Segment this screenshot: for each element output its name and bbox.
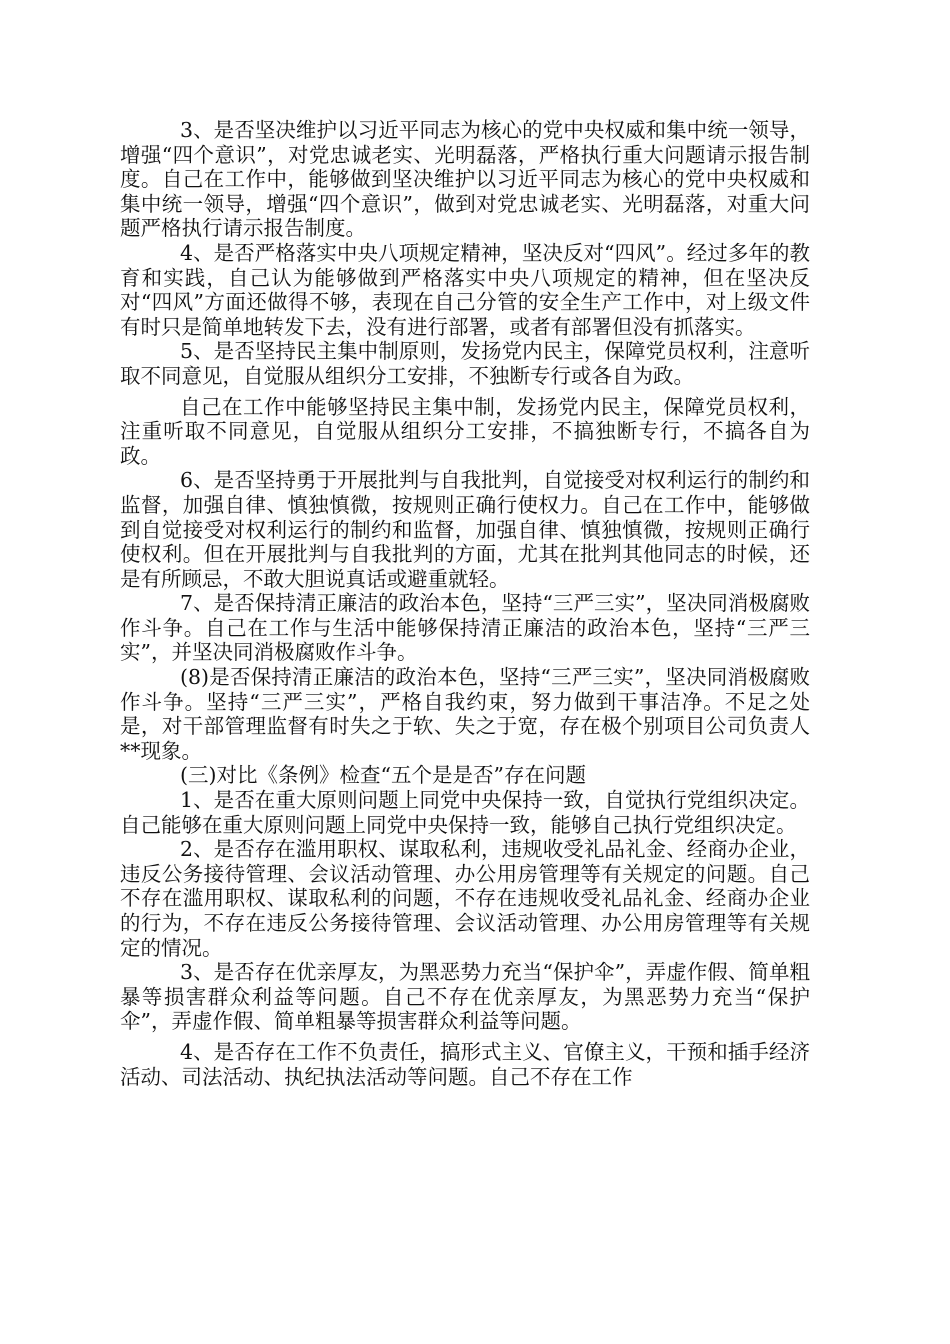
paragraph-section3-item-4: 4、是否存在工作不负责任，搞形式主义、官僚主义，干预和插手经济活动、司法活动、执纪执法活动等问题。自己不存在工作: [120, 1039, 810, 1089]
paragraph-item-3: 3、是否坚决维护以习近平同志为核心的党中央权威和集中统一领导，增强“四个意识”，对党忠诚老实、光明磊落，严格执行重大问题请示报告制度。自己在工作中，能够做到坚决维护以习近平同志为核心的党中央权威和集中统一领导，增强“四个意识”，做到对党忠诚老实、光明磊落，对重大问题严格执行请示报告制度。: [120, 118, 810, 241]
paragraph-item-8: (8)是否保持清正廉洁的政治本色，坚持“三严三实”，坚决同消极腐败作斗争。坚持“三严三实”，严格自我约束，努力做到干事洁净。不足之处是，对干部管理监督有时失之于软、失之于宽，存在极个别项目公司负责人**现象。: [120, 665, 810, 763]
paragraph-self-assessment-5: 自己在工作中能够坚持民主集中制，发扬党内民主，保障党员权利，注重听取不同意见，自觉服从组织分工安排，不搞独断专行，不搞各自为政。: [120, 394, 810, 468]
paragraph-section3-item-1: 1、是否在重大原则问题上同党中央保持一致，自觉执行党组织决定。自己能够在重大原则问题上同党中央保持一致，能够自己执行党组织决定。: [120, 788, 810, 837]
paragraph-section3-item-2: 2、是否存在滥用职权、谋取私利，违规收受礼品礼金、经商办企业，违反公务接待管理、会议活动管理、办公用房管理等有关规定的问题。自己不存在滥用职权、谋取私利的问题，不存在违规收受礼品礼金、经商办企业的行为，不存在违反公务接待管理、会议活动管理、办公用房管理等有关规定的情况。: [120, 837, 810, 960]
document-page: [120, 118, 810, 1089]
section-heading-three: (三)对比《条例》检查“五个是是否”存在问题: [180, 763, 586, 788]
paragraph-item-7: 7、是否保持清正廉洁的政治本色，坚持“三严三实”，坚决同消极腐败作斗争。自己在工作与生活中能够保持清正廉洁的政治本色，坚持“三严三实”，并坚决同消极腐败作斗争。: [120, 591, 810, 665]
paragraph-section3-item-3: 3、是否存在优亲厚友，为黑恶势力充当“保护伞”，弄虚作假、简单粗暴等损害群众利益等问题。自己不存在优亲厚友，为黑恶势力充当“保护伞”，弄虚作假、简单粗暴等损害群众利益等问题。: [120, 960, 810, 1034]
paragraph-item-5: 5、是否坚持民主集中制原则，发扬党内民主，保障党员权利，注意听取不同意见，自觉服从组织分工安排，不独断专行或各自为政。: [120, 339, 810, 388]
paragraph-item-4: 4、是否严格落实中央八项规定精神，坚决反对“四风”。经过多年的教育和实践，自己认为能够做到严格落实中央八项规定的精神，但在坚决反对“四风”方面还做得不够，表现在自己分管的安全生产工作中，对上级文件有时只是简单地转发下去，没有进行部署，或者有部署但没有抓落实。: [120, 240, 810, 339]
paragraph-item-6: 6、是否坚持勇于开展批判与自我批判，自觉接受对权利运行的制约和监督，加强自律、慎独慎微，按规则正确行使权力。自己在工作中，能够做到自觉接受对权利运行的制约和监督，加强自律、慎独慎微，按规则正确行使权利。但在开展批判与自我批判的方面，尤其在批判其他同志的时候，还是有所顾忌，不敢大胆说真话或避重就轻。: [120, 468, 810, 591]
